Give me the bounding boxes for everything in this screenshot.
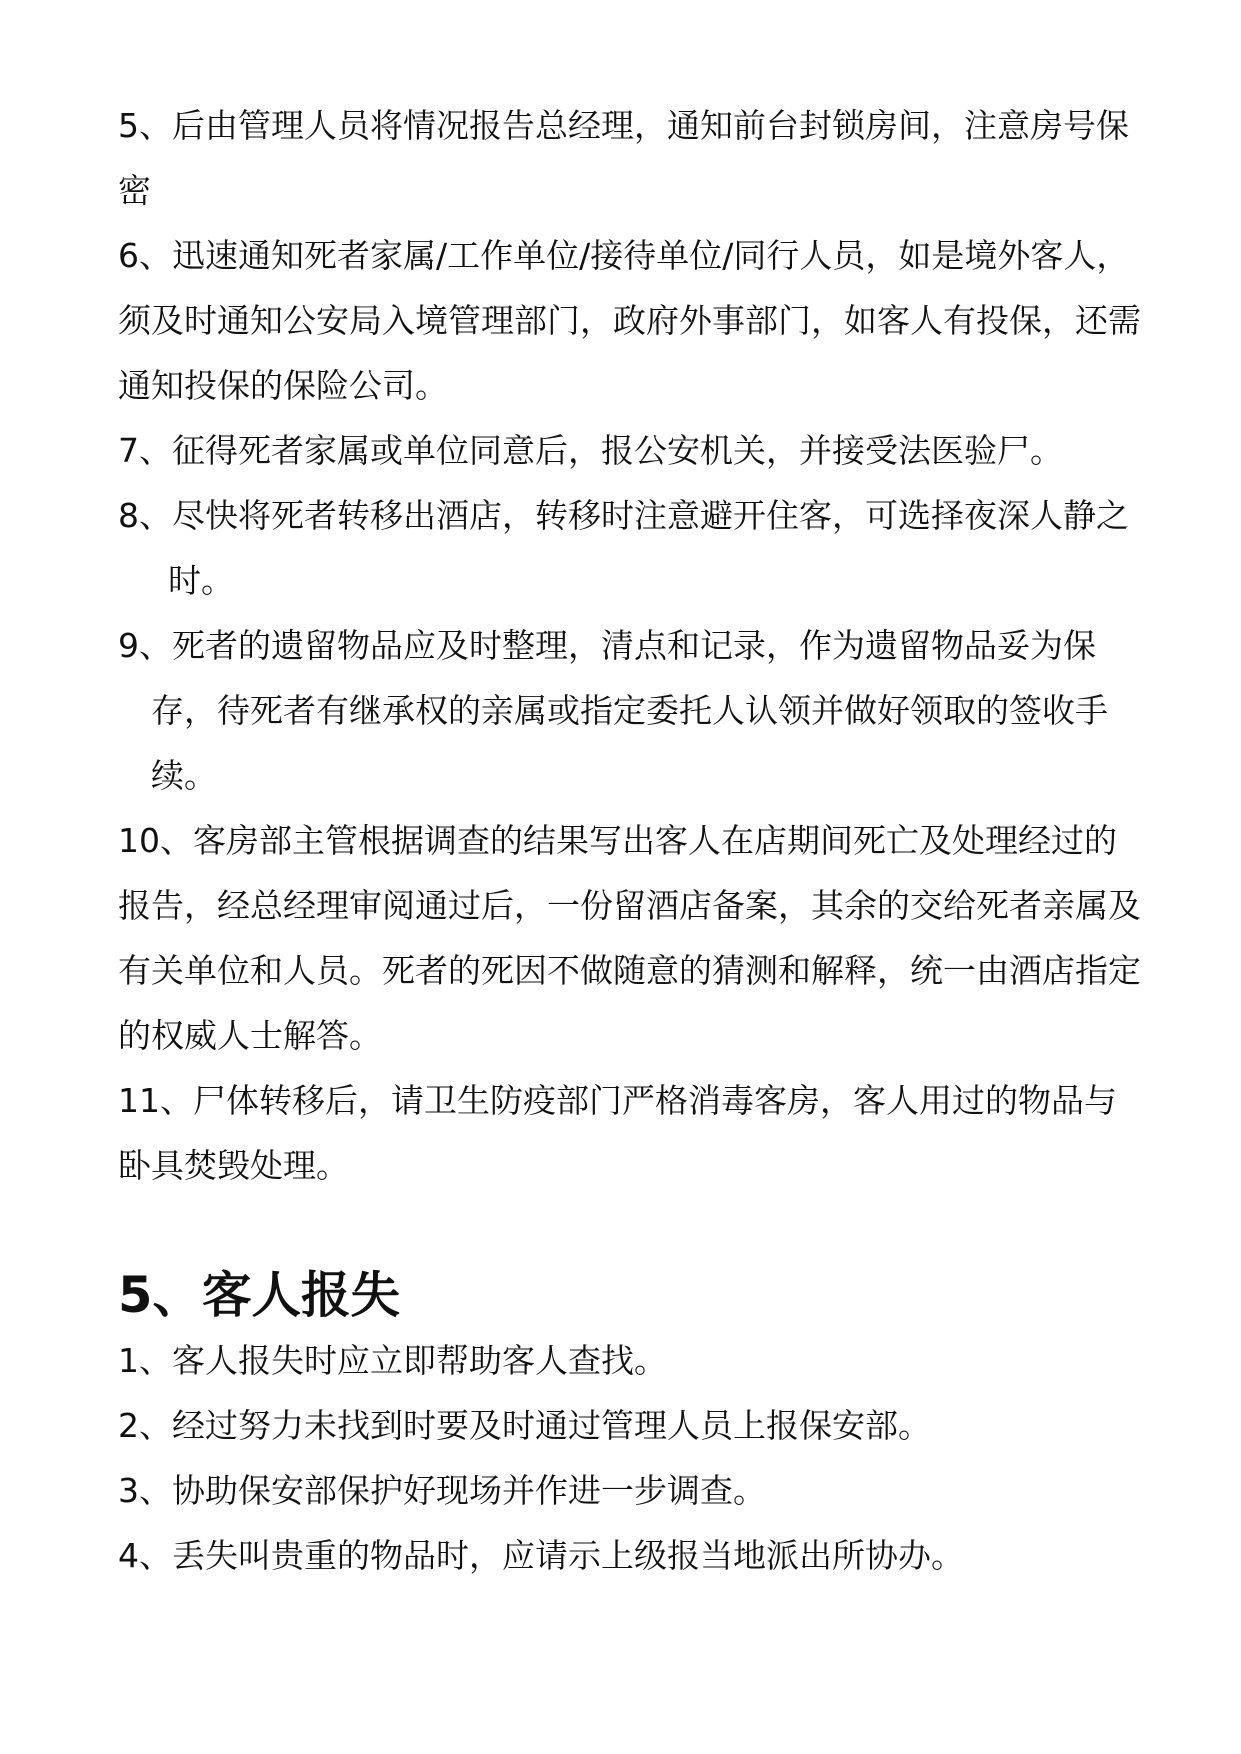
loss-item-2: 2、经过努力未找到时要及时通过管理人员上报保安部。 bbox=[118, 1406, 931, 1445]
procedure-item-10: 10、客房部主管根据调查的结果写出客人在店期间死亡及处理经过的报告，经总经理审阅通过后，一份留酒店备案，其余的交给死者亲属及有关单位和人员。死者的死因不做随意的猜测和解释，统一由酒店指定的权威人士解答。 bbox=[118, 821, 1141, 1055]
procedure-item-11: 11、尸体转移后，请卫生防疫部门严格消毒客房，客人用过的物品与卧具焚毁处理。 bbox=[118, 1081, 1117, 1185]
procedure-item-9: 9、死者的遗留物品应及时整理，清点和记录，作为遗留物品妥为保存，待死者有继承权的亲属或指定委托人认领并做好领取的签收手续。 bbox=[118, 626, 1108, 795]
loss-item-1: 1、客人报失时应立即帮助客人查找。 bbox=[118, 1341, 667, 1380]
procedure-item-5: 5、后由管理人员将情况报告总经理，通知前台封锁房间，注意房号保密 bbox=[118, 106, 1129, 210]
section-title-guest-loss-report: 5、客人报失 bbox=[118, 1266, 400, 1324]
procedure-item-6: 6、迅速通知死者家属/工作单位/接待单位/同行人员，如是境外客人，须及时通知公安局入境管理部门，政府外事部门，如客人有投保，还需通知投保的保险公司。 bbox=[118, 236, 1141, 405]
section-spacer bbox=[118, 1198, 1143, 1263]
procedure-item-8: 8、尽快将死者转移出酒店，转移时注意避开住客，可选择夜深人静之时。 bbox=[118, 496, 1129, 600]
loss-item-4: 4、丢失叫贵重的物品时，应请示上级报当地派出所协办。 bbox=[118, 1536, 964, 1575]
procedure-item-7: 7、征得死者家属或单位同意后，报公安机关，并接受法医验尸。 bbox=[118, 431, 1063, 470]
document-body bbox=[118, 93, 1143, 1588]
loss-item-3: 3、协助保安部保护好现场并作进一步调查。 bbox=[118, 1471, 766, 1510]
